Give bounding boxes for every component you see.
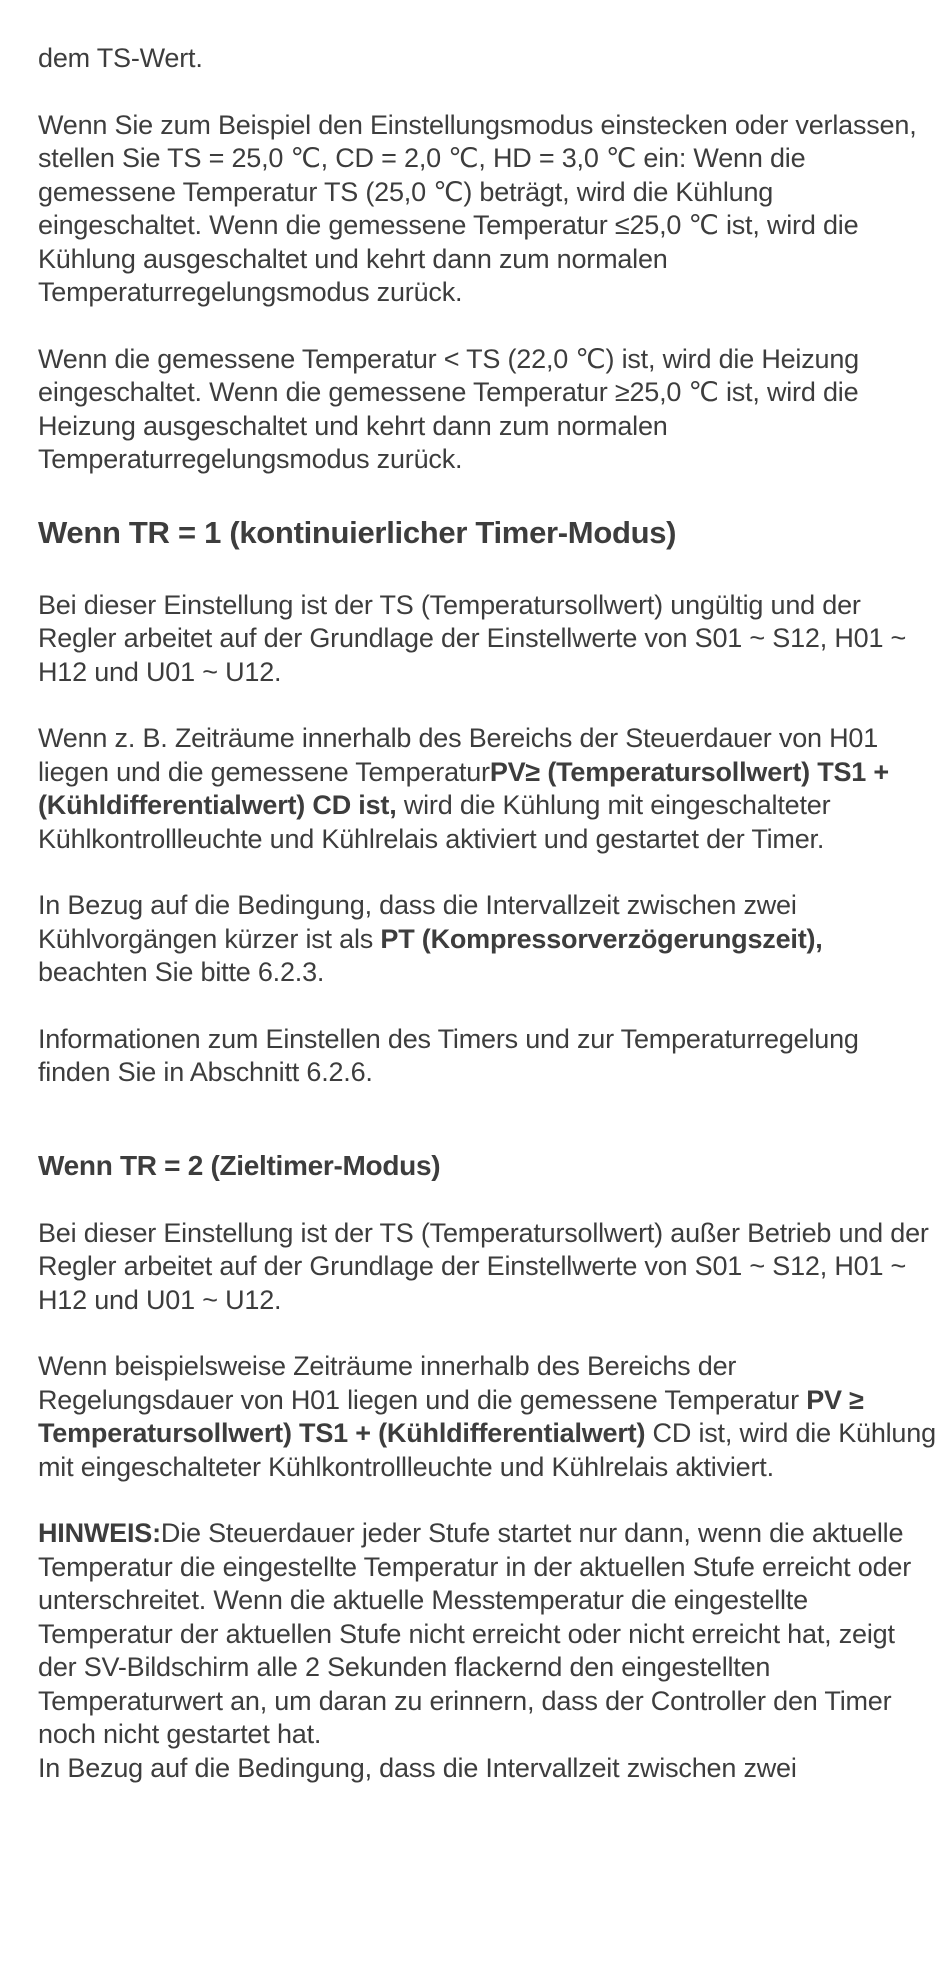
paragraph-note (38, 1517, 938, 1752)
text-bold: PV ≥ Temperatursollwert) TS1 + (Kühldifferentialwert) (38, 1384, 864, 1448)
paragraph-tr2-setting: Bei dieser Einstellung ist der TS (Temperatursollwert) außer Betrieb und der Regler arbeitet auf der Grundlage der Einstellwerte von S01 ~ S12, H01 ~ H12 und U01 ~ U12. (38, 1217, 929, 1315)
paragraph-timer-info: Informationen zum Einstellen des Timers und zur Temperaturregelung finden Sie in Abschnitt 6.2.6. (38, 1023, 859, 1087)
paragraph-example-setting: Wenn Sie zum Beispiel den Einstellungsmodus einstecken oder verlassen, stellen Sie TS = 25,0 ℃, CD = 2,0 ℃, HD = 3,0 ℃ ein: Wenn die gemessene Temperatur TS (25,0 ℃) beträgt, wird die Kühlung eingeschaltet. Wenn die gemessene Temperatur ≤25,0 ℃ ist, wird die Kühlung ausgeschaltet und kehrt dann zum normalen Temperaturregelungsmodus zurück. (38, 109, 917, 307)
text-bold: PV≥ (Temperatursollwert) TS1 + (Kühldifferentialwert) CD ist, (38, 756, 889, 820)
heading-tr1: Wenn TR = 1 (kontinuierlicher Timer-Modus) (38, 514, 677, 550)
text-normal: wird die Kühlung mit eingeschalteter Kühlkontrollleuchte und Kühlrelais aktiviert und gestartet der Timer. (38, 790, 831, 854)
heading-tr2: Wenn TR = 2 (Zieltimer-Modus) (38, 1149, 441, 1181)
paragraph-interval (38, 889, 938, 990)
text-normal: beachten Sie bitte 6.2.3. (38, 957, 325, 987)
text-normal: Wenn z. B. Zeiträume innerhalb des Bereichs der Steuerdauer von H01 liegen und die gemessene Temperatur (38, 723, 879, 787)
text-normal: CD ist, wird die Kühlung mit eingeschalteter Kühlkontrollleuchte und Kühlrelais aktiviert. (38, 1418, 936, 1482)
paragraph-tr1-example (38, 722, 938, 856)
note-label: HINWEIS: (38, 1518, 161, 1548)
text-bold: PT (Kompressorverzögerungszeit), (380, 923, 823, 954)
paragraph-interval-continued: In Bezug auf die Bedingung, dass die Intervallzeit zwischen zwei (38, 1752, 797, 1783)
text-normal: Die Steuerdauer jeder Stufe startet nur dann, wenn die aktuelle Temperatur die eingestellte Temperatur in der aktuellen Stufe erreicht oder unterschreitet. Wenn die aktuelle Messtemperatur die eingestellte Temperatur der aktuellen Stufe nicht erreicht oder nicht erreicht hat, zeigt der SV-Bildschirm alle 2 Sekunden flackernd den eingestellten Temperaturwert an, um daran zu erinnern, dass der Controller den Timer noch nicht gestartet hat. (38, 1518, 911, 1749)
paragraph-heating: Wenn die gemessene Temperatur < TS (22,0 ℃) ist, wird die Heizung eingeschaltet. Wenn die gemessene Temperatur ≥25,0 ℃ ist, wird die Heizung ausgeschaltet und kehrt dann zum normalen Temperaturregelungsmodus zurück. (38, 343, 859, 474)
paragraph-tr2-example (38, 1350, 938, 1484)
text-normal: Wenn beispielsweise Zeiträume innerhalb des Bereichs der Regelungsdauer von H01 liegen und die gemessene Temperatur (38, 1351, 807, 1415)
paragraph-tr1-setting: Bei dieser Einstellung ist der TS (Temperatursollwert) ungültig und der Regler arbeitet auf der Grundlage der Einstellwerte von S01 ~ S12, H01 ~ H12 und U01 ~ U12. (38, 589, 907, 687)
text-normal: In Bezug auf die Bedingung, dass die Intervallzeit zwischen zwei Kühlvorgängen kürzer ist als (38, 890, 797, 954)
paragraph-continuation: dem TS-Wert. (38, 43, 203, 73)
